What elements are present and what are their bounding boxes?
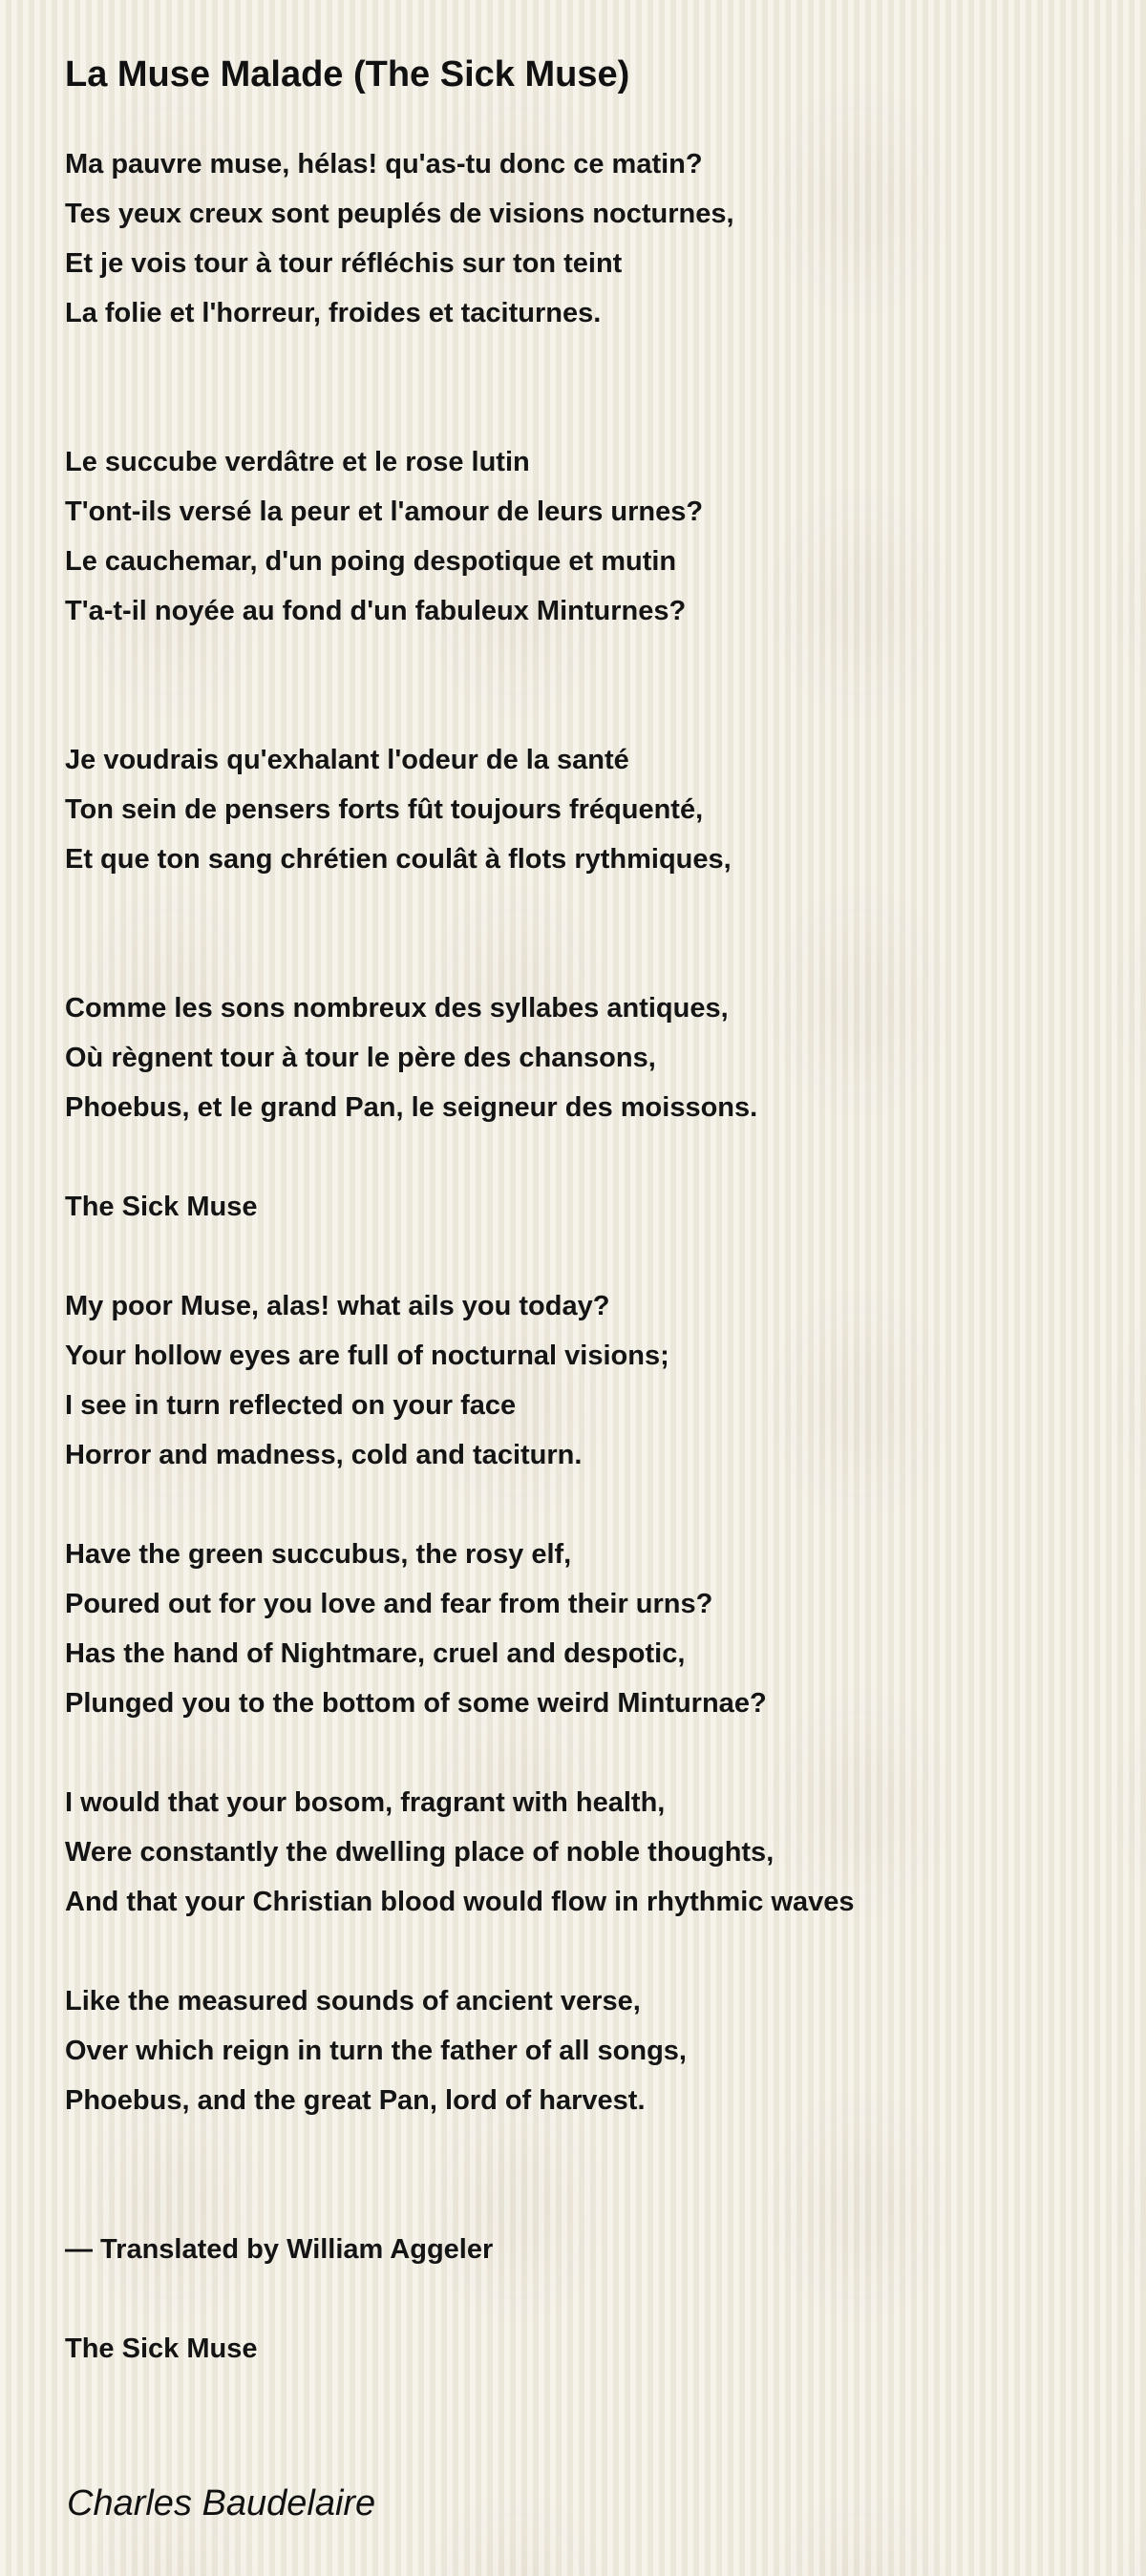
poem-line: Your hollow eyes are full of nocturnal visions;: [65, 1341, 669, 1371]
author-name: Charles Baudelaire: [67, 2483, 376, 2523]
poem-line: Like the measured sounds of ancient verse,: [65, 1986, 641, 2016]
poem-body: [65, 139, 1096, 2374]
poem-line: Comme les sons nombreux des syllabes antiques,: [65, 993, 729, 1024]
stanza-3: [65, 735, 1096, 884]
stanza-2: [65, 437, 1096, 636]
poem-line: I see in turn reflected on your face: [65, 1390, 517, 1421]
poem-line: Have the green succubus, the rosy elf,: [65, 1539, 572, 1570]
poem-line: Tes yeux creux sont peuplés de visions nocturnes,: [65, 199, 734, 229]
poem-title: La Muse Malade (The Sick Muse): [65, 54, 630, 95]
poem-line: Poured out for you love and fear from their urns?: [65, 1589, 713, 1619]
poem-line: Were constantly the dwelling place of noble thoughts,: [65, 1837, 775, 1868]
stanza-gap: [65, 884, 1096, 983]
poem-line: And that your Christian blood would flow in rhythmic waves: [65, 1887, 855, 1917]
poem-line: Phoebus, et le grand Pan, le seigneur des moissons.: [65, 1092, 758, 1123]
poem-line: T'ont-ils versé la peur et l'amour de leurs urnes?: [65, 496, 704, 527]
stanza-7: [65, 1778, 1096, 1927]
poem-line: Has the hand of Nightmare, cruel and despotic,: [65, 1638, 686, 1669]
stanza-1: [65, 139, 1096, 338]
stanza-gap: [65, 1728, 1096, 1778]
poem-line: Horror and madness, cold and taciturn.: [65, 1440, 583, 1470]
poem-line: Où règnent tour à tour le père des chansons,: [65, 1043, 656, 1073]
translation-heading: The Sick Muse: [65, 1192, 258, 1222]
stanza-gap: [65, 1132, 1096, 1182]
stanza-gap: [65, 636, 1096, 735]
poem-line: Je voudrais qu'exhalant l'odeur de la santé: [65, 745, 629, 775]
stanza-gap: [65, 1232, 1096, 1281]
poem-line: My poor Muse, alas! what ails you today?: [65, 1291, 610, 1321]
poem-line: Ma pauvre muse, hélas! qu'as-tu donc ce matin?: [65, 149, 703, 179]
poem-line: Le cauchemar, d'un poing despotique et mutin: [65, 546, 677, 577]
stanza-8: [65, 1976, 1096, 2125]
translator-credit: — Translated by William Aggeler: [65, 2234, 494, 2265]
poem-page: [65, 48, 1096, 2374]
stanza-gap: [65, 1480, 1096, 1530]
stanza-gap: [65, 2274, 1096, 2324]
stanza-5: [65, 1281, 1096, 1480]
poem-line: Et je vois tour à tour réfléchis sur ton teint: [65, 248, 623, 279]
poem-line: Over which reign in turn the father of all songs,: [65, 2036, 687, 2066]
poem-line: La folie et l'horreur, froides et taciturnes.: [65, 298, 602, 328]
poem-line: Le succube verdâtre et le rose lutin: [65, 447, 530, 477]
stanza-gap: [65, 2125, 1096, 2225]
poem-line: Phoebus, and the great Pan, lord of harvest.: [65, 2085, 646, 2116]
poem-line: Plunged you to the bottom of some weird Minturnae?: [65, 1688, 767, 1719]
poem-line: I would that your bosom, fragrant with health,: [65, 1787, 666, 1818]
poem-line: Et que ton sang chrétien coulât à flots rythmiques,: [65, 844, 732, 875]
poem-line: T'a-t-il noyée au fond d'un fabuleux Minturnes?: [65, 596, 687, 626]
poem-line: Ton sein de pensers forts fût toujours fréquenté,: [65, 794, 704, 825]
stanza-4: [65, 983, 1096, 1132]
closing-title: The Sick Muse: [65, 2333, 258, 2364]
stanza-gap: [65, 338, 1096, 437]
stanza-6: [65, 1530, 1096, 1728]
stanza-gap: [65, 1927, 1096, 1976]
